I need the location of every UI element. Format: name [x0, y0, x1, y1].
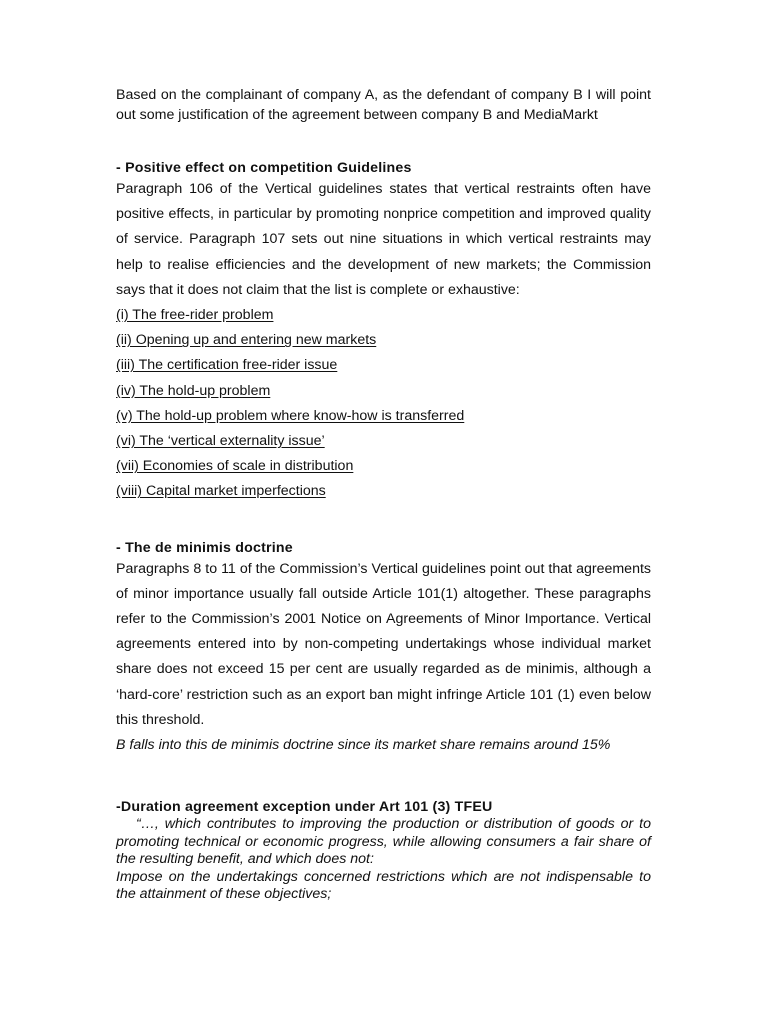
list-item: (vi) The ‘vertical externality issue’	[116, 433, 325, 450]
section-positive-effect	[116, 159, 651, 505]
spacer	[116, 758, 651, 798]
section-body-de-minimis: Paragraphs 8 to 11 of the Commission’s Vertical guidelines point out that agreements of minor importance usually fall outside Article 101(1) altogether. These paragraphs refer to the Commission’s 2001 Notice on Agreements of Minor Importance. Vertical agreements entered into by non-competing undertakings whose individual market share does not exceed 15 per cent are usually regarded as de minimis, although a ‘hard-core’ restriction such as an export ban might infringe Article 101 (1) even below this threshold.	[116, 560, 651, 728]
list-item: (ii) Opening up and entering new markets	[116, 332, 377, 349]
list-item: (i) The free-rider problem	[116, 307, 274, 324]
intro-paragraph: Based on the complainant of company A, as the defendant of company B I will point out some justification of the agreement between company B and MediaMarkt	[116, 87, 651, 123]
section-heading-de-minimis: - The de minimis doctrine	[116, 539, 293, 556]
spacer	[116, 125, 651, 159]
list-item: (iv) The hold-up problem	[116, 382, 271, 399]
de-minimis-note: B falls into this de minimis doctrine since its market share remains around 15%	[116, 737, 611, 754]
article-condition: Impose on the undertakings concerned restrictions which are not indispensable to the attainment of these objectives;	[116, 868, 651, 903]
spacer	[116, 505, 651, 539]
section-heading-duration-exception: -Duration agreement exception under Art 101 (3) TFEU	[116, 799, 493, 816]
section-heading-positive-effect: - Positive effect on competition Guidelines	[116, 160, 412, 176]
section-body-positive-effect: Paragraph 106 of the Vertical guidelines states that vertical restraints often have positive effects, in particular by promoting nonprice competition and improved quality of service. Paragraph 107 sets out nine situations in which vertical restraints may help to realise efficiencies and the development of new markets; the Commission says that it does not claim that the list is complete or exhaustive:	[116, 181, 651, 298]
article-quote: “…, which contributes to improving the production or distribution of goods or to promoting technical or economic progress, while allowing consumers a fair share of the resulting benefit, and which does not:	[116, 816, 651, 868]
list-item: (iii) The certification free-rider issue	[116, 357, 338, 374]
section-de-minimis	[116, 539, 651, 759]
list-item: (viii) Capital market imperfections	[116, 483, 326, 500]
situations-list	[116, 303, 651, 505]
list-item: (v) The hold-up problem where know-how is transferred	[116, 407, 465, 424]
list-item: (vii) Economies of scale in distribution	[116, 458, 354, 475]
section-duration-exception	[116, 798, 651, 904]
document-page	[116, 86, 651, 904]
